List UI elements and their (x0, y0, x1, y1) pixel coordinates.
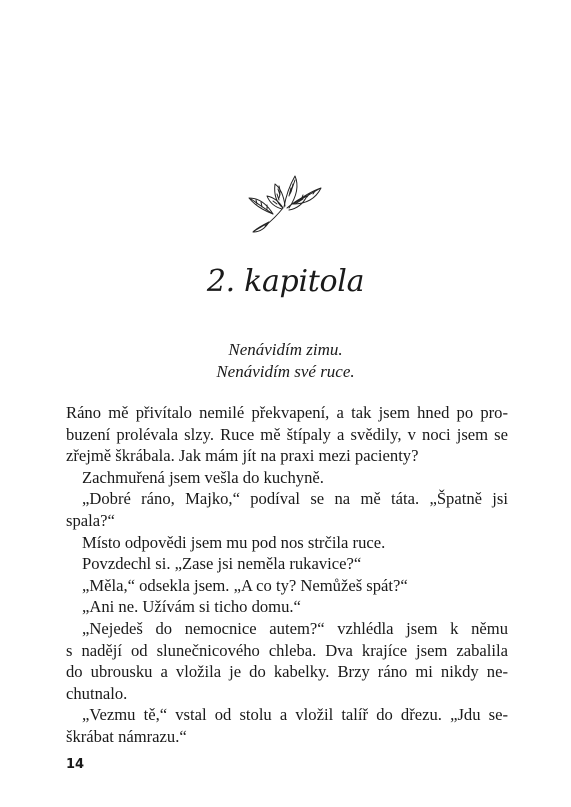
text-line: chutnalo. (66, 683, 128, 703)
body-text (66, 402, 508, 748)
epigraph-line-1: Nenávidím zimu. (228, 340, 343, 359)
epigraph (0, 339, 571, 383)
text-line: „Ani ne. Užívám si ticho domu.“ (82, 597, 301, 617)
text-line: „Dobré ráno, Majko,“ podíval se na mě táta. „Špatně jsi (82, 489, 508, 509)
text-line: zřejmě škrábala. Jak mám jít na praxi mezi pacienty? (66, 446, 419, 466)
text-line: Zachmuřená jsem vešla do kuchyně. (82, 467, 324, 487)
text-line: buzení prolévala slzy. Ruce mě štípaly a svědily, v noci jsem se (66, 424, 508, 444)
text-line: Ráno mě přivítalo nemilé překvapení, a tak jsem hned po pro- (66, 403, 508, 422)
text-line: Místo odpovědi jsem mu pod nos strčila ruce. (82, 532, 386, 552)
page-number: 14 (66, 757, 85, 772)
chapter-title: 2. kapitola (206, 264, 365, 299)
epigraph-line-2: Nenávidím své ruce. (216, 362, 355, 381)
text-line: do ubrousku a vložila je do kabelky. Brzy ráno mi nikdy ne- (66, 662, 508, 682)
text-line: „Nejedeš do nemocnice autem?“ vzhlédla jsem k němu (82, 618, 508, 638)
text-line: spala?“ (66, 510, 115, 530)
text-line: Povzdechl si. „Zase jsi neměla rukavice?“ (82, 554, 362, 574)
text-line: „Měla,“ odsekla jsem. „A co ty? Nemůžeš spát?“ (82, 575, 408, 595)
text-line: „Vezmu tě,“ vstal od stolu a vložil talíř do dřezu. „Jdu se- (82, 705, 508, 725)
text-line: škrábat námrazu.“ (66, 726, 187, 746)
magnolia-flower-icon (243, 168, 323, 234)
text-line: s nadějí od slunečnicového chleba. Dva krajíce jsem zabalila (66, 640, 508, 660)
